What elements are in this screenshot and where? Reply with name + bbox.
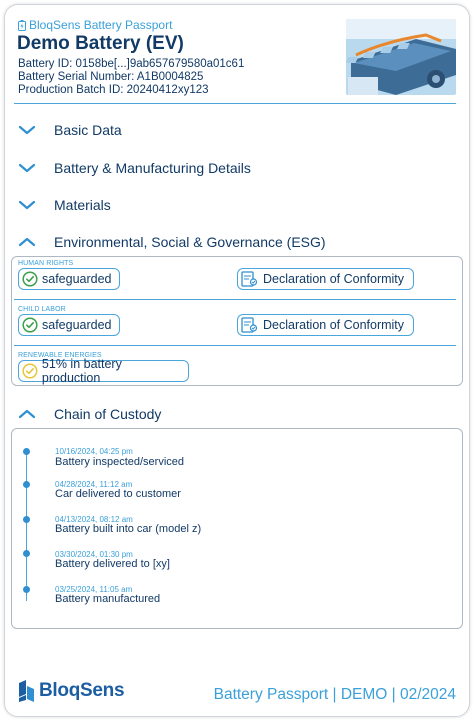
esg-row-divider bbox=[14, 345, 456, 346]
battery-serial: Battery Serial Number: A1B0004825 bbox=[18, 71, 204, 83]
battery-image bbox=[346, 19, 456, 95]
child-labor-status-badge bbox=[18, 314, 120, 336]
event-text: Battery inspected/serviced bbox=[55, 456, 185, 468]
renewable-energies-badge bbox=[18, 357, 189, 385]
renewable-energies-label: RENEWABLE ENERGIES bbox=[18, 352, 102, 359]
chevron-down-icon bbox=[18, 159, 36, 177]
bloqsens-logo-icon bbox=[17, 680, 37, 702]
event-date: 04/28/2024, 11:12 am bbox=[55, 480, 133, 489]
event-text: Battery manufactured bbox=[55, 593, 161, 605]
brand-label: BloqSens Battery Passport bbox=[29, 18, 173, 32]
event-date: 10/16/2024, 04:25 pm bbox=[55, 447, 133, 456]
event-date: 03/25/2024, 11:05 am bbox=[55, 585, 133, 594]
event-text: Battery built into car (model z) bbox=[55, 523, 202, 535]
child-labor-label: CHILD LABOR bbox=[18, 306, 66, 313]
human-rights-label: HUMAN RIGHTS bbox=[18, 260, 74, 267]
chevron-down-icon bbox=[18, 121, 36, 139]
timeline-dot bbox=[23, 550, 30, 557]
header-divider bbox=[14, 103, 456, 104]
human-rights-status-badge bbox=[18, 268, 120, 290]
timeline-dot bbox=[23, 481, 30, 488]
event-text: Car delivered to customer bbox=[55, 488, 181, 500]
footer-caption: Battery Passport | DEMO | 02/2024 bbox=[213, 686, 456, 703]
certificate-icon bbox=[241, 271, 259, 287]
section-label: Basic Data bbox=[54, 122, 122, 138]
section-chain-of-custody[interactable] bbox=[18, 403, 161, 425]
event-date: 03/30/2024, 01:30 pm bbox=[55, 550, 133, 559]
check-circle-icon bbox=[22, 271, 38, 287]
event-text: Battery delivered to [xy] bbox=[55, 558, 170, 570]
chevron-down-icon bbox=[18, 196, 36, 214]
bloqsens-logo bbox=[17, 680, 124, 702]
section-label: Battery & Manufacturing Details bbox=[54, 160, 251, 176]
certificate-icon bbox=[241, 317, 259, 333]
section-label: Materials bbox=[54, 197, 111, 213]
section-label: Environmental, Social & Governance (ESG) bbox=[54, 234, 326, 250]
page-title: Demo Battery (EV) bbox=[17, 33, 184, 54]
timeline-dot bbox=[23, 516, 30, 523]
esg-row-divider bbox=[14, 299, 456, 300]
section-basic-data[interactable] bbox=[18, 119, 122, 141]
timeline-dot bbox=[23, 448, 30, 455]
brand-line bbox=[18, 18, 172, 32]
production-batch: Production Batch ID: 20240412xy123 bbox=[18, 84, 209, 96]
child-labor-declaration-link[interactable] bbox=[237, 314, 414, 336]
event-date: 04/13/2024, 08:12 am bbox=[55, 515, 133, 524]
section-manufacturing-details[interactable] bbox=[18, 157, 251, 179]
human-rights-declaration-link[interactable] bbox=[237, 268, 414, 290]
status-text: safeguarded bbox=[42, 272, 112, 286]
chevron-up-icon bbox=[18, 405, 36, 423]
check-circle-icon bbox=[22, 363, 38, 379]
chevron-up-icon bbox=[18, 233, 36, 251]
section-label: Chain of Custody bbox=[54, 406, 162, 422]
battery-id: Battery ID: 0158be[...]9ab657679580a01c61 bbox=[18, 58, 245, 70]
section-materials[interactable] bbox=[18, 194, 111, 216]
declaration-text: Declaration of Conformity bbox=[263, 318, 405, 332]
timeline-line bbox=[26, 451, 27, 601]
check-circle-icon bbox=[22, 317, 38, 333]
status-text: safeguarded bbox=[42, 318, 112, 332]
logo-text: BloqSens bbox=[39, 680, 125, 701]
battery-icon bbox=[18, 20, 26, 31]
status-text: 51% in battery production bbox=[41, 357, 122, 385]
timeline-dot bbox=[23, 586, 30, 593]
section-esg[interactable] bbox=[18, 231, 326, 253]
declaration-text: Declaration of Conformity bbox=[263, 272, 405, 286]
